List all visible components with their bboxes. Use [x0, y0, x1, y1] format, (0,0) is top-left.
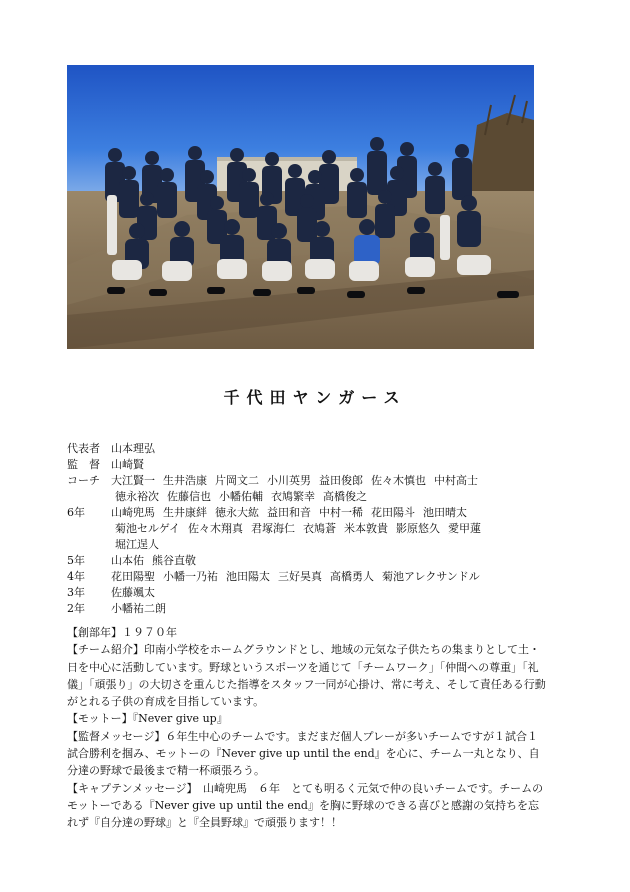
member-name: 高橋俊之	[323, 490, 367, 503]
member-name: 池田晴太	[423, 506, 467, 519]
captain-message	[67, 780, 547, 832]
member-name: 堀江逞人	[115, 538, 159, 551]
member-name: 熊谷直敬	[152, 554, 196, 567]
member-name: 徳永裕次	[115, 490, 159, 503]
member-name: 菊池セルゲイ	[115, 522, 181, 535]
intro-label: 【チーム紹介】	[67, 643, 144, 657]
captain-label: 【キャプテンメッセージ】	[67, 781, 192, 795]
member-name: 君塚海仁	[251, 522, 296, 535]
roster-row	[67, 569, 567, 585]
member-name: 小川英男	[267, 474, 311, 487]
roster-label: 代表者	[67, 442, 100, 455]
motto-label: 【モットー】	[67, 712, 133, 726]
member-name: 山崎兜馬	[111, 506, 155, 519]
member-name: 生井康絆	[163, 506, 207, 519]
member-name: 山本理弘	[111, 442, 155, 455]
roster-row	[67, 473, 567, 489]
roster-label: 3年	[67, 586, 85, 599]
member-name: 山崎賢	[111, 458, 144, 471]
member-name: 衣鳩繁幸	[271, 490, 315, 503]
motto-text: 『Never give up』	[132, 712, 228, 726]
member-name: 大江賢一	[111, 474, 155, 487]
coach-text: ６年生中心のチームです。まだまだ個人プレーが多いチームですが１試合１試合勝利を掴み、モットーの『Never give up until the end』を心に、チーム一丸となり、自分達の野球で最後まで精一杯頑張ろう。	[67, 729, 540, 778]
founded-line	[67, 624, 547, 641]
roster-row	[67, 601, 567, 617]
member-name: 小幡一乃祐	[163, 570, 218, 583]
member-name: 池田陽太	[226, 570, 270, 583]
team-info	[67, 624, 547, 832]
member-name: 愛甲蓮	[448, 522, 482, 535]
member-name: 小幡佑輔	[219, 490, 263, 503]
member-name: 片岡文二	[215, 474, 259, 487]
roster-names	[111, 505, 467, 521]
roster-names	[111, 441, 155, 457]
member-name: 佐藤颯太	[111, 586, 155, 599]
member-name: 徳永大紘	[215, 506, 259, 519]
member-name: 佐藤信也	[167, 490, 211, 503]
roster-names	[111, 473, 478, 489]
roster-label: 5年	[67, 554, 85, 567]
coach-label: 【監督メッセージ】	[67, 729, 166, 743]
roster-names	[111, 585, 155, 601]
roster-continuation	[67, 521, 567, 537]
member-name: 花田陽聖	[111, 570, 155, 583]
motto-line	[67, 710, 547, 727]
member-name: 益田和音	[267, 506, 311, 519]
member-name: 益田俊郎	[319, 474, 363, 487]
member-name: 高橋勇人	[330, 570, 374, 583]
roster-row	[67, 553, 567, 569]
member-name: 影原悠久	[396, 522, 441, 535]
team-photo	[67, 65, 534, 349]
roster-row	[67, 505, 567, 521]
member-name: 三好昊真	[278, 570, 322, 583]
member-name: 衣鳩蒼	[303, 522, 337, 535]
roster-names	[111, 601, 166, 617]
member-name: 菊池アレクサンドル	[382, 570, 480, 583]
member-name: 米本敦貴	[344, 522, 389, 535]
roster-continuation	[67, 537, 567, 553]
coach-message	[67, 728, 547, 780]
roster-label: 6年	[67, 506, 85, 519]
member-name: 山本佑	[111, 554, 144, 567]
roster-label: 4年	[67, 570, 85, 583]
founded-value: １９７０年	[122, 626, 177, 639]
member-name: 生井浩康	[163, 474, 207, 487]
roster-label: コーチ	[67, 474, 100, 487]
roster-names	[111, 457, 144, 473]
member-name: 中村一稀	[319, 506, 363, 519]
roster-list	[67, 441, 567, 617]
roster-label: 監 督	[67, 458, 100, 471]
intro-text: 印南小学校をホームグラウンドとし、地域の元気な子供たちの集まりとして土・日を中心に活動しています。野球というスポーツを通じて「チームワーク」「仲間への尊重」「礼儀」「頑張り」の大切さを重んじた指導をスタッフ一同が心掛け、常に考え、そして責任ある行動がとれる子供の育成を目指しています。	[67, 643, 546, 709]
member-name: 小幡祐二朗	[111, 602, 166, 615]
roster-continuation	[67, 489, 567, 505]
roster-row	[67, 457, 567, 473]
member-name: 佐々木翔真	[188, 522, 244, 535]
roster-names	[111, 569, 480, 585]
founded-label: 【創部年】	[67, 626, 122, 639]
roster-names	[111, 553, 196, 569]
intro-paragraph	[67, 641, 547, 710]
roster-label: 2年	[67, 602, 85, 615]
roster-row	[67, 441, 567, 457]
member-name: 中村高士	[434, 474, 478, 487]
member-name: 花田陽斗	[371, 506, 415, 519]
roster-row	[67, 585, 567, 601]
captain-text: 山崎兜馬 ６年 とても明るく元気で仲の良いチームです。チームのモットーである『Never give up until the end』を胸に野球のできる喜びと感謝の気持ちを忘れず『自分達の野球』と『全員野球』で頑張ります！！	[67, 781, 544, 830]
member-name: 佐々木慎也	[371, 474, 426, 487]
team-name: 千代田ヤンガース	[223, 388, 407, 407]
team-photo-illustration	[67, 65, 534, 349]
